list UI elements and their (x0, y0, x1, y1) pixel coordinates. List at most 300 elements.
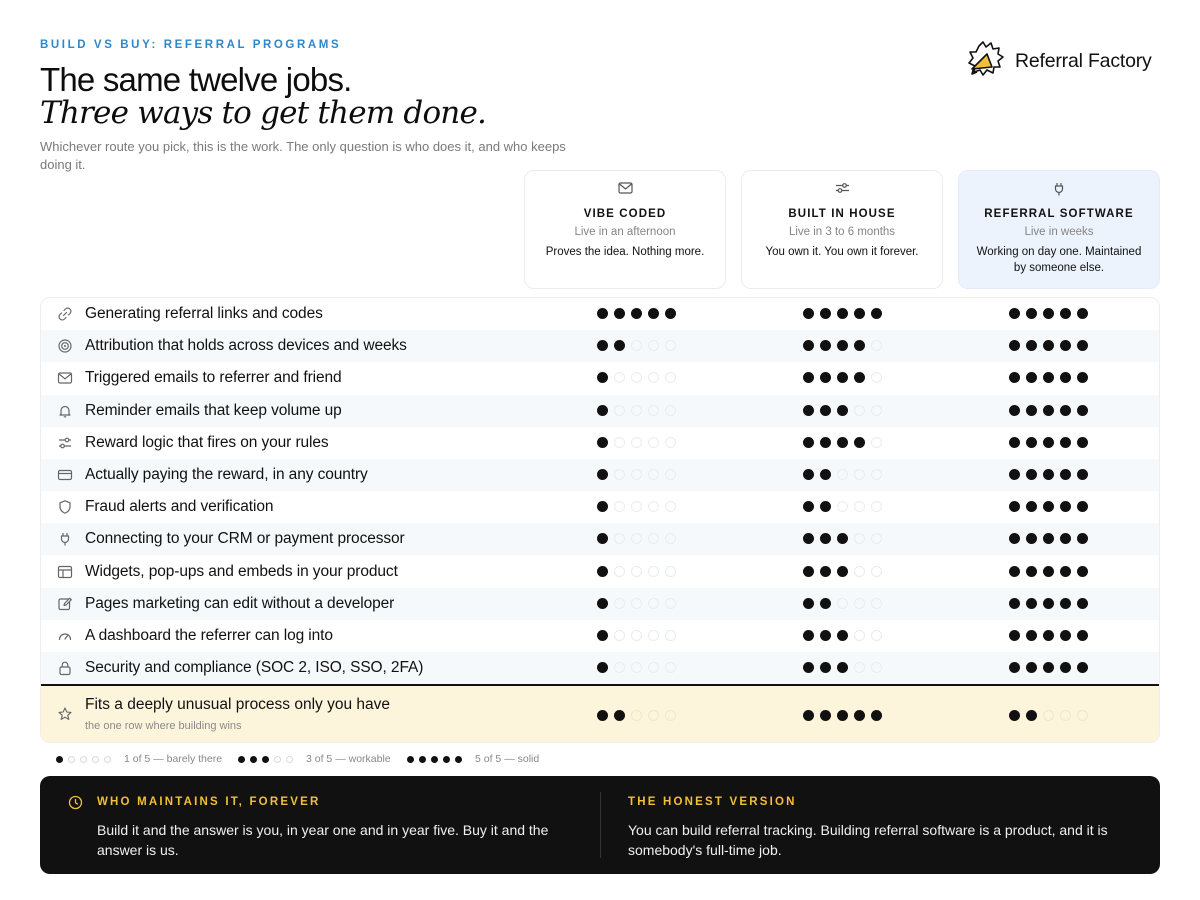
table-row (41, 427, 1159, 459)
score-dot-empty (631, 501, 642, 512)
score-dot-filled (1009, 662, 1020, 673)
column-desc: You own it. You own it forever. (765, 246, 919, 258)
score-dot-filled (820, 662, 831, 673)
score-dot-empty (648, 662, 659, 673)
score-dot-filled (1043, 372, 1054, 383)
score-dot-filled (631, 308, 642, 319)
score-dots (803, 662, 883, 674)
score-dot-filled (820, 501, 831, 512)
score-dot-filled (1060, 469, 1071, 480)
score-dot-filled (1009, 340, 1020, 351)
score-dots (597, 405, 677, 417)
score-dot-filled (1077, 598, 1088, 609)
score-dot-empty (631, 405, 642, 416)
row-label: Security and compliance (SOC 2, ISO, SSO, 2FA) (85, 659, 424, 677)
score-dot-filled (1060, 598, 1071, 609)
score-dot-empty (871, 566, 882, 577)
score-dot-filled (837, 340, 848, 351)
score-dot-empty (665, 630, 676, 641)
score-dot-filled (803, 405, 814, 416)
score-dot-filled (1026, 372, 1037, 383)
score-dot-filled (1009, 372, 1020, 383)
score-dot-filled (1043, 630, 1054, 641)
score-dot-empty (614, 662, 625, 673)
score-dot-filled (871, 710, 882, 721)
table-row (41, 556, 1159, 588)
score-dot-filled (1060, 566, 1071, 577)
score-dot-filled (1009, 308, 1020, 319)
score-dot-filled (803, 598, 814, 609)
link-icon (57, 306, 73, 322)
score-dot-filled (597, 372, 608, 383)
score-dot-filled (1077, 372, 1088, 383)
score-dot-empty (1077, 710, 1088, 721)
footer-panel (40, 776, 1160, 874)
score-dot-filled (597, 501, 608, 512)
clock-icon (68, 795, 83, 815)
special-row-sub: the one row where building wins (85, 720, 242, 732)
score-dot-filled (1043, 405, 1054, 416)
score-dot-filled (665, 308, 676, 319)
score-dot-filled (614, 308, 625, 319)
score-dots (803, 501, 883, 513)
score-dots (1009, 662, 1089, 674)
brand[interactable] (965, 40, 1152, 83)
score-dot-empty (631, 340, 642, 351)
score-dot-empty (665, 469, 676, 480)
score-dots (1009, 501, 1089, 513)
score-dots (803, 566, 883, 578)
gauge-icon (57, 628, 73, 644)
score-dot-filled (614, 340, 625, 351)
score-dots (597, 630, 677, 642)
score-dot-empty (648, 372, 659, 383)
score-dot-filled (614, 710, 625, 721)
score-dot-empty (665, 437, 676, 448)
score-dot-empty (286, 756, 293, 763)
score-dot-filled (871, 308, 882, 319)
score-dot-empty (854, 405, 865, 416)
score-dot-filled (1026, 501, 1037, 512)
score-dot-filled (1026, 469, 1037, 480)
score-dot-empty (871, 469, 882, 480)
column-desc: Working on day one. Maintained by someone else. (976, 246, 1142, 274)
score-dot-filled (854, 372, 865, 383)
score-dot-filled (1060, 662, 1071, 673)
score-dot-filled (803, 308, 814, 319)
score-dot-filled (837, 533, 848, 544)
legend-label: 1 of 5 — barely there (124, 753, 223, 765)
row-label: Widgets, pop-ups and embeds in your product (85, 562, 398, 580)
score-dot-filled (820, 308, 831, 319)
score-dot-filled (1043, 662, 1054, 673)
legend-label: 3 of 5 — workable (306, 753, 391, 765)
plug-icon (959, 182, 1159, 198)
score-dot-empty (631, 630, 642, 641)
score-dot-empty (648, 437, 659, 448)
row-label: Triggered emails to referrer and friend (85, 369, 342, 387)
legend-item (407, 753, 539, 765)
score-dot-empty (92, 756, 99, 763)
score-dot-empty (854, 630, 865, 641)
score-dot-empty (631, 662, 642, 673)
score-dots (597, 372, 677, 384)
score-dot-filled (1026, 598, 1037, 609)
score-dots (803, 308, 883, 320)
score-dot-empty (631, 566, 642, 577)
score-dot-filled (1060, 308, 1071, 319)
score-dot-filled (820, 598, 831, 609)
score-dot-filled (455, 756, 462, 763)
score-dot-filled (1077, 308, 1088, 319)
score-dot-filled (820, 469, 831, 480)
score-dot-empty (80, 756, 87, 763)
score-dot-filled (803, 372, 814, 383)
footer-left-text: Build it and the answer is you, in year one and in year five. Buy it and the answer is us. (97, 822, 549, 858)
score-dot-empty (614, 533, 625, 544)
legend-item (238, 753, 391, 765)
score-dot-filled (803, 710, 814, 721)
score-dot-filled (803, 630, 814, 641)
lock-icon (57, 660, 73, 676)
score-dot-filled (803, 533, 814, 544)
score-dot-filled (597, 566, 608, 577)
score-dot-filled (597, 437, 608, 448)
page-subtitle: Whichever route you pick, this is the work. The only question is who does it, and who keeps doing it. (40, 139, 566, 172)
score-dot-filled (1043, 598, 1054, 609)
score-dots (597, 662, 677, 674)
score-dot-empty (631, 533, 642, 544)
score-dot-empty (631, 469, 642, 480)
score-dot-filled (1026, 437, 1037, 448)
score-dots (1009, 405, 1089, 417)
score-dot-empty (274, 756, 281, 763)
score-dot-filled (803, 469, 814, 480)
plug-icon (57, 531, 73, 547)
score-dot-filled (854, 308, 865, 319)
score-dot-filled (1009, 533, 1020, 544)
score-dot-empty (665, 598, 676, 609)
layout-icon (57, 564, 73, 580)
card-icon (57, 467, 73, 483)
score-dot-empty (631, 372, 642, 383)
score-dot-filled (1043, 533, 1054, 544)
table-row (41, 588, 1159, 620)
score-dot-filled (803, 566, 814, 577)
score-dot-empty (871, 437, 882, 448)
score-dot-empty (614, 598, 625, 609)
score-dot-empty (854, 662, 865, 673)
score-dot-empty (854, 501, 865, 512)
score-dot-empty (665, 566, 676, 577)
score-dots (803, 437, 883, 449)
score-dot-empty (614, 405, 625, 416)
score-dot-empty (854, 469, 865, 480)
row-label: Connecting to your CRM or payment processor (85, 530, 405, 548)
score-dot-filled (1077, 405, 1088, 416)
score-dot-filled (1009, 566, 1020, 577)
score-dot-filled (837, 372, 848, 383)
score-dot-empty (104, 756, 111, 763)
score-dots (803, 469, 883, 481)
score-dot-empty (854, 566, 865, 577)
mail-icon (525, 182, 725, 198)
score-dot-filled (1043, 566, 1054, 577)
score-dot-filled (820, 340, 831, 351)
legend-item (56, 753, 222, 765)
score-dot-empty (665, 710, 676, 721)
score-dot-filled (820, 533, 831, 544)
score-dot-empty (648, 598, 659, 609)
page-title-italic: Three ways to get them done. (40, 95, 487, 131)
score-dot-filled (1043, 308, 1054, 319)
score-dot-filled (597, 405, 608, 416)
score-dot-empty (871, 662, 882, 673)
row-label: Generating referral links and codes (85, 305, 323, 322)
score-dot-filled (820, 437, 831, 448)
column-name: VIBE CODED (583, 208, 667, 220)
score-dots (1009, 630, 1089, 642)
score-dot-filled (820, 372, 831, 383)
score-dot-filled (1026, 533, 1037, 544)
score-dots (1009, 566, 1089, 578)
row-label: Reminder emails that keep volume up (85, 401, 342, 419)
footer-divider (600, 792, 601, 858)
score-dot-filled (1009, 598, 1020, 609)
score-dot-filled (1026, 662, 1037, 673)
score-dot-empty (871, 630, 882, 641)
table-row (41, 330, 1159, 362)
score-dots (597, 598, 677, 610)
brand-name: Referral Factory (1015, 50, 1152, 72)
score-dots (1009, 340, 1089, 352)
score-dots (1009, 372, 1089, 384)
score-dot-filled (803, 437, 814, 448)
score-dot-filled (1060, 533, 1071, 544)
score-dot-filled (1009, 501, 1020, 512)
score-dot-filled (597, 630, 608, 641)
score-dot-filled (854, 437, 865, 448)
footer-right-heading: THE HONEST VERSION (628, 796, 797, 808)
score-dot-filled (820, 710, 831, 721)
score-dot-empty (648, 469, 659, 480)
score-dots (597, 566, 677, 578)
score-dots (1009, 710, 1089, 722)
score-dots (597, 340, 677, 352)
score-dots (803, 340, 883, 352)
score-dot-filled (820, 630, 831, 641)
score-dot-filled (597, 710, 608, 721)
score-dot-filled (837, 710, 848, 721)
score-dot-filled (854, 710, 865, 721)
score-dot-filled (1009, 437, 1020, 448)
score-dot-filled (407, 756, 414, 763)
table-row (41, 362, 1159, 394)
score-dot-filled (250, 756, 257, 763)
score-dots (803, 533, 883, 545)
score-dot-empty (854, 598, 865, 609)
column-header-built-in-house (741, 170, 943, 289)
score-dot-empty (665, 405, 676, 416)
score-dot-filled (56, 756, 63, 763)
score-dot-empty (837, 469, 848, 480)
column-time: Live in 3 to 6 months (788, 226, 896, 238)
score-dot-filled (803, 662, 814, 673)
sliders-icon (742, 182, 942, 198)
score-dot-empty (68, 756, 75, 763)
score-dot-filled (837, 308, 848, 319)
score-dot-filled (1077, 501, 1088, 512)
row-label: Attribution that holds across devices and weeks (85, 337, 407, 355)
score-dot-empty (648, 630, 659, 641)
score-dot-filled (597, 662, 608, 673)
shield-icon (57, 499, 73, 515)
column-name: REFERRAL SOFTWARE (984, 208, 1134, 220)
score-dot-filled (648, 308, 659, 319)
score-dot-filled (1060, 340, 1071, 351)
score-dot-filled (1060, 437, 1071, 448)
score-dot-empty (614, 630, 625, 641)
row-label: A dashboard the referrer can log into (85, 627, 333, 644)
score-dot-filled (820, 405, 831, 416)
score-dot-empty (837, 501, 848, 512)
table-row (41, 523, 1159, 555)
score-dot-filled (1043, 469, 1054, 480)
score-dot-filled (597, 533, 608, 544)
score-dot-filled (1026, 710, 1037, 721)
table-row (41, 395, 1159, 427)
score-dot-filled (1026, 405, 1037, 416)
score-dot-empty (871, 340, 882, 351)
score-dot-filled (837, 630, 848, 641)
score-dot-filled (1060, 372, 1071, 383)
score-dot-empty (648, 501, 659, 512)
special-row (41, 684, 1159, 742)
score-dot-filled (419, 756, 426, 763)
legend-label: 5 of 5 — solid (475, 753, 540, 765)
score-dot-filled (1077, 566, 1088, 577)
megaphone-icon (965, 40, 1005, 83)
row-label: Reward logic that fires on your rules (85, 433, 329, 451)
table-row (41, 620, 1159, 652)
score-dot-filled (238, 756, 245, 763)
score-dots (1009, 533, 1089, 545)
score-dot-filled (837, 437, 848, 448)
score-dot-empty (648, 340, 659, 351)
table-row (41, 652, 1159, 684)
score-dots (803, 710, 883, 722)
column-header-vibe-coded (524, 170, 726, 289)
score-dot-filled (443, 756, 450, 763)
score-dot-filled (820, 566, 831, 577)
score-dot-filled (803, 340, 814, 351)
score-dot-empty (871, 533, 882, 544)
eyebrow: BUILD VS BUY: REFERRAL PROGRAMS (40, 39, 342, 51)
score-dot-filled (1009, 469, 1020, 480)
score-dot-empty (1043, 710, 1054, 721)
score-dot-filled (1077, 533, 1088, 544)
score-dot-empty (648, 405, 659, 416)
column-name: BUILT IN HOUSE (788, 208, 896, 220)
score-dot-empty (614, 437, 625, 448)
score-dot-empty (871, 405, 882, 416)
score-dot-filled (1026, 630, 1037, 641)
footer-left-heading: WHO MAINTAINS IT, FOREVER (97, 796, 321, 808)
score-dot-filled (1077, 469, 1088, 480)
score-dots (1009, 437, 1089, 449)
score-dot-filled (803, 501, 814, 512)
score-dot-filled (837, 662, 848, 673)
score-dot-filled (837, 566, 848, 577)
page-title: The same twelve jobs. (40, 61, 352, 98)
bell-icon (57, 403, 73, 419)
target-icon (57, 338, 73, 354)
score-dot-filled (837, 405, 848, 416)
score-dot-empty (1060, 710, 1071, 721)
footer-right-text: You can build referral tracking. Building referral software is a product, and it is somebody's full-time job. (628, 822, 1108, 858)
score-dot-empty (614, 566, 625, 577)
score-dot-filled (1077, 437, 1088, 448)
score-dot-filled (1043, 437, 1054, 448)
score-dots (597, 501, 677, 513)
score-dots (803, 372, 883, 384)
score-dots (597, 533, 677, 545)
table-row (41, 491, 1159, 523)
score-dots (803, 405, 883, 417)
special-row-label: Fits a deeply unusual process only you have (85, 696, 391, 713)
score-dot-filled (597, 598, 608, 609)
score-dot-filled (1009, 710, 1020, 721)
column-time: Live in an afternoon (574, 226, 676, 238)
score-dot-filled (597, 308, 608, 319)
score-dot-filled (1077, 662, 1088, 673)
score-dot-filled (597, 340, 608, 351)
score-dot-filled (597, 469, 608, 480)
score-dot-empty (614, 501, 625, 512)
score-dot-empty (854, 533, 865, 544)
row-label: Pages marketing can edit without a developer (85, 594, 395, 612)
score-dot-filled (1026, 308, 1037, 319)
score-dot-filled (1077, 340, 1088, 351)
table-row (41, 298, 1159, 330)
score-dot-empty (631, 598, 642, 609)
column-time: Live in weeks (1024, 226, 1094, 238)
comparison-table (40, 297, 1160, 743)
score-dots (597, 437, 677, 449)
score-dot-filled (1060, 405, 1071, 416)
score-dots (1009, 469, 1089, 481)
score-dot-empty (614, 469, 625, 480)
score-dot-filled (1043, 340, 1054, 351)
row-label: Fraud alerts and verification (85, 498, 274, 516)
score-dot-empty (631, 437, 642, 448)
score-dot-empty (665, 501, 676, 512)
score-dot-empty (665, 533, 676, 544)
table-row (41, 459, 1159, 491)
score-dots (803, 630, 883, 642)
score-dot-filled (1009, 405, 1020, 416)
score-dots (597, 469, 677, 481)
column-desc: Proves the idea. Nothing more. (545, 246, 705, 258)
score-dot-filled (1060, 501, 1071, 512)
score-dots (1009, 308, 1089, 320)
score-dot-filled (1077, 630, 1088, 641)
score-dot-empty (871, 501, 882, 512)
score-dot-filled (1009, 630, 1020, 641)
score-dot-empty (665, 662, 676, 673)
score-dot-empty (665, 372, 676, 383)
score-dot-filled (854, 340, 865, 351)
